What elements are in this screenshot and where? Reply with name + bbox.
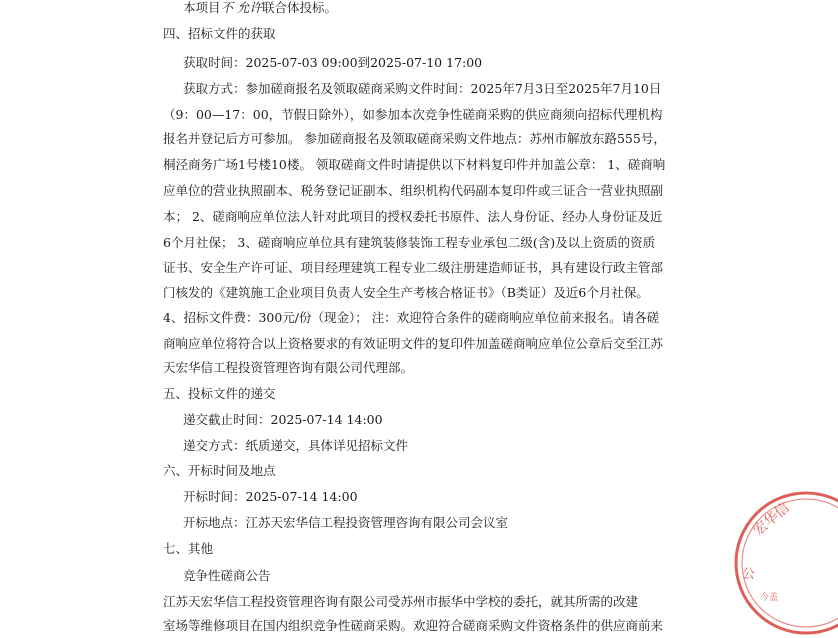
seal-text-top: 宏华信 <box>750 499 793 540</box>
company-seal-stamp <box>728 488 838 638</box>
text-obtain-method-line-7: 6个月社保； 3、磋商响应单位具有建筑装修装饰工程专业承包二级(含)及以上资质的资质 <box>163 235 656 250</box>
text-obtain-method-line-4: 桐泾商务广场1号楼10楼。 领取磋商文件时请提供以下材料复印件并加盖公章： 1、磋商响 <box>163 157 666 172</box>
text-fee-line-1: 4、招标文件费：300元/份（现金）； 注：欢迎符合条件的磋商响应单位前来报名。请各磋 <box>163 310 660 325</box>
text-obtain-method-line-2: （9：00—17：00，节假日除外），如参加本次竞争性磋商采购的供应商须向招标代理机构 <box>163 107 663 122</box>
text-line-joint-bid: 本项目不 允许联合体投标。 <box>183 0 338 15</box>
heading-section-7: 七、其他 <box>163 541 214 556</box>
text-fee-line-2: 商响应单位将符合以上资格要求的有效证明文件的复印件加盖磋商响应单位公章后交至江苏 <box>163 336 664 351</box>
text-obtain-method-line-9: 门核发的《建筑施工企业项目负责人安全生产考核合格证书》（B类证）及近6个月社保。 <box>163 285 649 300</box>
text-notice-line-1: 江苏天宏华信工程投资管理咨询有限公司受苏州市振华中学校的委托，就其所需的改建 <box>163 594 639 609</box>
text-obtain-method-line-8: 证书、安全生产许可证、项目经理建筑工程专业二级注册建造师证书，具有建设行政主管部 <box>163 260 664 275</box>
heading-section-4: 四、招标文件的获取 <box>163 26 276 41</box>
text-opening-time: 开标时间：2025-07-14 14:00 <box>183 489 358 504</box>
text-notice-title: 竞争性磋商公告 <box>183 568 271 583</box>
text-obtain-method-line-3: 报名并登记后方可参加。 参加磋商报名及领取磋商采购文件地点：苏州市解放东路555号， <box>163 131 666 146</box>
heading-section-6: 六、开标时间及地点 <box>163 463 276 478</box>
text-obtain-method-line-6: 本； 2、磋商响应单位法人针对此项目的授权委托书原件、法人身份证、经办人身份证及近 <box>163 209 663 224</box>
text-obtain-method-line-1: 获取方式：参加磋商报名及领取磋商采购文件时间：2025年7月3日至2025年7月10日 <box>183 81 662 96</box>
text-obtain-method-line-5: 应单位的营业执照副本、税务登记证副本、组织机构代码副本复印件或三证合一营业执照副 <box>163 183 664 198</box>
text-submit-deadline: 递交截止时间：2025-07-14 14:00 <box>183 412 383 427</box>
heading-section-5: 五、投标文件的递交 <box>163 386 276 401</box>
text-fee-line-3: 天宏华信工程投资管理咨询有限公司代理部。 <box>163 360 414 375</box>
text-notice-line-2: 室场等维修项目在国内组织竞争性磋商采购。欢迎符合磋商采购文件资格条件的供应商前来 <box>163 618 664 633</box>
text-obtain-time: 获取时间：2025-07-03 09:00到2025-07-10 17:00 <box>183 55 483 70</box>
text-opening-place: 开标地点：江苏天宏华信工程投资管理咨询有限公司会议室 <box>183 515 509 530</box>
seal-text-side: 公 <box>742 567 756 582</box>
emphasis-not-allowed: 不 允许 <box>220 0 262 15</box>
seal-text-bottom: 今盖 <box>760 593 779 603</box>
text-submit-method: 递交方式：纸质递交，具体详见招标文件 <box>183 438 409 453</box>
